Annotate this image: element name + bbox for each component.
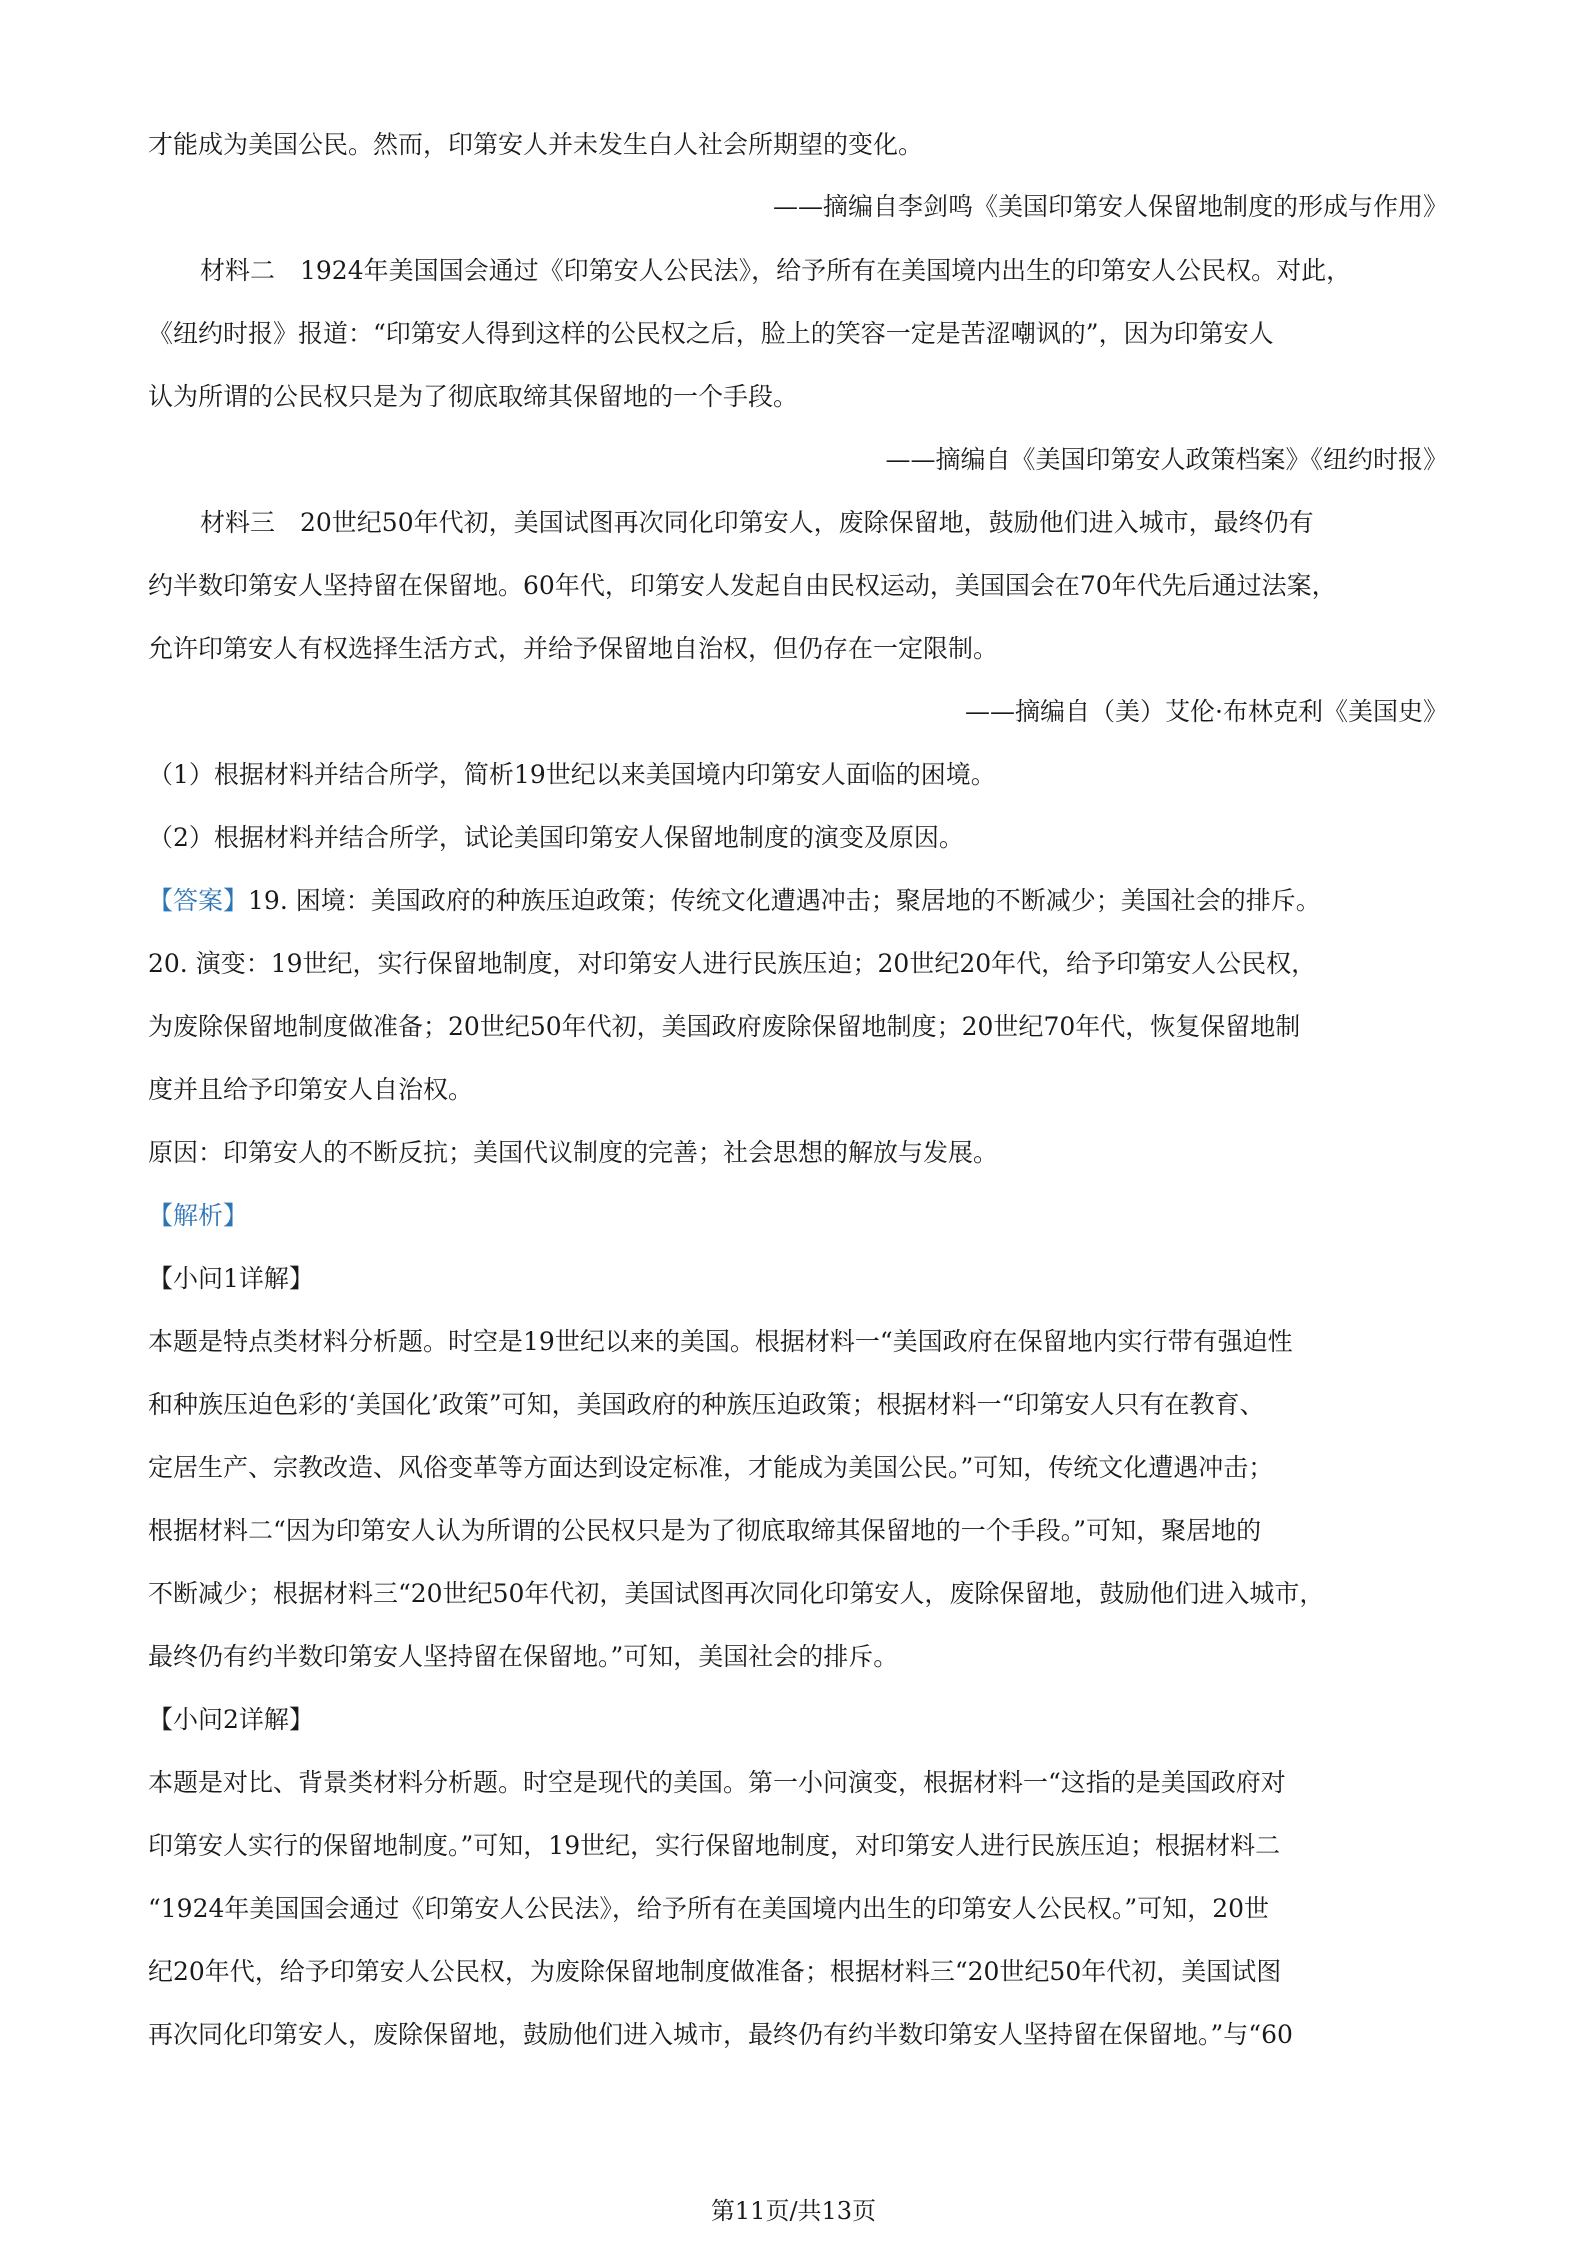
subquestion-two-heading: 【小问2详解】	[148, 1705, 314, 1734]
material-two-line: 材料二 1924年美国国会通过《印第安人公民法》，给予所有在美国境内出生的印第安人公民权。对此，	[200, 256, 1352, 285]
source-citation: ——摘编自李剑鸣《美国印第安人保留地制度的形成与作用》	[772, 192, 1448, 221]
answer-text: 19. 困境：美国政府的种族压迫政策；传统文化遭遇冲击；聚居地的不断减少；美国社会的排斥。	[248, 886, 1321, 915]
source-citation: ——摘编自（美）艾伦·布林克利《美国史》	[965, 697, 1448, 726]
text-line: 再次同化印第安人，废除保留地，鼓励他们进入城市，最终仍有约半数印第安人坚持留在保留地。”与“60	[148, 2020, 1293, 2049]
text-line: 约半数印第安人坚持留在保留地。60年代，印第安人发起自由民权运动，美国国会在70年代先后通过法案，	[148, 571, 1337, 600]
text-line: 为废除保留地制度做准备；20世纪50年代初，美国政府废除保留地制度；20世纪70年代，恢复保留地制	[148, 1012, 1301, 1041]
text-line: 原因：印第安人的不断反抗；美国代议制度的完善；社会思想的解放与发展。	[148, 1138, 999, 1167]
question-one: （1）根据材料并结合所学，简析19世纪以来美国境内印第安人面临的困境。	[148, 760, 996, 789]
text-line: 本题是特点类材料分析题。时空是19世纪以来的美国。根据材料一“美国政府在保留地内实行带有强迫性	[148, 1327, 1293, 1356]
text-line: 最终仍有约半数印第安人坚持留在保留地。”可知，美国社会的排斥。	[148, 1642, 899, 1671]
text-line: 认为所谓的公民权只是为了彻底取缔其保留地的一个手段。	[148, 382, 799, 411]
text-line: 《纽约时报》报道：“印第安人得到这样的公民权之后，脸上的笑容一定是苦涩嘲讽的”，因为印第安人	[148, 319, 1274, 348]
text-line: 20. 演变：19世纪，实行保留地制度，对印第安人进行民族压迫；20世纪20年代，给予印第安人公民权，	[148, 949, 1317, 978]
text-line: 本题是对比、背景类材料分析题。时空是现代的美国。第一小问演变，根据材料一“这指的是美国政府对	[148, 1768, 1286, 1797]
answer-line	[148, 884, 1448, 918]
material-three-line: 材料三 20世纪50年代初，美国试图再次同化印第安人，废除保留地，鼓励他们进入城市，最终仍有	[200, 508, 1314, 537]
text-line: 定居生产、宗教改造、风俗变革等方面达到设定标准，才能成为美国公民。”可知，传统文化遭遇冲击；	[148, 1453, 1274, 1482]
text-line: 和种族压迫色彩的‘美国化’政策”可知，美国政府的种族压迫政策；根据材料一“印第安人只有在教育、	[148, 1390, 1265, 1419]
answer-tag: 【答案】	[148, 886, 249, 915]
page-footer: 第11页/共13页	[710, 2197, 877, 2225]
source-citation: ——摘编自《美国印第安人政策档案》《纽约时报》	[885, 445, 1448, 474]
text-line: “1924年美国国会通过《印第安人公民法》，给予所有在美国境内出生的印第安人公民权。”可知，20世	[148, 1894, 1269, 1923]
question-two: （2）根据材料并结合所学，试论美国印第安人保留地制度的演变及原因。	[148, 823, 964, 852]
analysis-heading: 【解析】	[148, 1201, 249, 1230]
text-line: 才能成为美国公民。然而，印第安人并未发生白人社会所期望的变化。	[148, 130, 924, 159]
text-line: 允许印第安人有权选择生活方式，并给予保留地自治权，但仍存在一定限制。	[148, 634, 999, 663]
text-line: 度并且给予印第安人自治权。	[148, 1075, 474, 1104]
text-line: 印第安人实行的保留地制度。”可知，19世纪，实行保留地制度，对印第安人进行民族压迫；根据材料二	[148, 1831, 1281, 1860]
text-line: 不断减少；根据材料三“20世纪50年代初，美国试图再次同化印第安人，废除保留地，鼓励他们进入城市，	[148, 1579, 1325, 1608]
text-line: 根据材料二“因为印第安人认为所谓的公民权只是为了彻底取缔其保留地的一个手段。”可知，聚居地的	[148, 1516, 1262, 1545]
text-line: 纪20年代，给予印第安人公民权，为废除保留地制度做准备；根据材料三“20世纪50年代初，美国试图	[148, 1957, 1282, 1986]
subquestion-one-heading: 【小问1详解】	[148, 1264, 314, 1293]
